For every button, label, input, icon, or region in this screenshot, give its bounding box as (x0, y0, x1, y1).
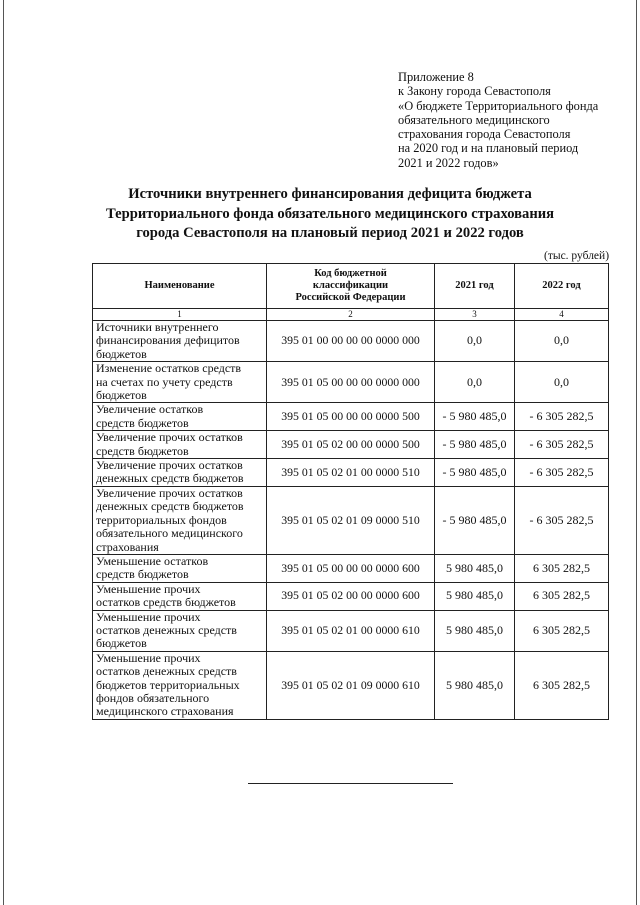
row-name-line: медицинского страхования (96, 704, 234, 719)
row-name-line: остатков средств бюджетов (96, 595, 236, 610)
row-code: 395 01 05 02 00 00 0000 600 (267, 582, 435, 610)
row-name (93, 431, 267, 459)
row-value-2021: - 5 980 485,0 (435, 403, 515, 431)
row-name-line: обязательного медицинского (96, 526, 243, 541)
row-value-2022: 0,0 (515, 362, 609, 403)
header-code-line: Код бюджетной (314, 268, 387, 279)
row-name-line: страхования (96, 539, 159, 554)
row-value-2022: - 6 305 282,5 (515, 486, 609, 554)
row-name (93, 321, 267, 362)
row-value-2021: 5 980 485,0 (435, 651, 515, 719)
document-title (70, 185, 590, 244)
row-name (93, 610, 267, 651)
row-code: 395 01 05 02 01 09 0000 510 (267, 486, 435, 554)
row-value-2021: 5 980 485,0 (435, 582, 515, 610)
row-name-line: Уменьшение прочих (96, 650, 201, 665)
row-code: 395 01 05 02 01 00 0000 510 (267, 459, 435, 487)
appendix-line: Приложение 8 (398, 70, 474, 84)
row-name-line: бюджетов (96, 636, 147, 651)
row-value-2021: 5 980 485,0 (435, 554, 515, 582)
header-2021: 2021 год (435, 264, 515, 309)
header-code (267, 264, 435, 309)
row-value-2022: 6 305 282,5 (515, 554, 609, 582)
row-name-line: Уменьшение прочих (96, 609, 201, 624)
row-value-2021: - 5 980 485,0 (435, 486, 515, 554)
row-code: 395 01 05 00 00 00 0000 500 (267, 403, 435, 431)
row-name-line: остатков денежных средств (96, 664, 237, 679)
column-number-row (93, 309, 609, 321)
table-header-row (93, 264, 609, 309)
row-name (93, 459, 267, 487)
scan-edge-right (636, 0, 637, 905)
table-row (93, 610, 609, 651)
header-code-line: классификации (312, 280, 389, 291)
row-name-line: Увеличение прочих остатков (96, 430, 243, 445)
table-row (93, 486, 609, 554)
table-row (93, 321, 609, 362)
row-name (93, 651, 267, 719)
row-name-line: бюджетов (96, 388, 147, 403)
row-code: 395 01 05 02 01 00 0000 610 (267, 610, 435, 651)
header-2022: 2022 год (515, 264, 609, 309)
column-number: 2 (267, 309, 435, 321)
row-name (93, 362, 267, 403)
row-name (93, 403, 267, 431)
appendix-line: к Закону города Севастополя (398, 84, 551, 99)
row-name-line: денежных средств бюджетов (96, 499, 244, 514)
row-name-line: фондов обязательного (96, 690, 210, 705)
appendix-line: «О бюджете Территориального фонда (398, 98, 599, 113)
row-name-line: средств бюджетов (96, 443, 189, 458)
row-value-2022: - 6 305 282,5 (515, 459, 609, 487)
row-name (93, 582, 267, 610)
row-value-2022: - 6 305 282,5 (515, 431, 609, 459)
column-number: 4 (515, 309, 609, 321)
row-name-line: денежных средств бюджетов (96, 471, 244, 486)
row-value-2022: - 6 305 282,5 (515, 403, 609, 431)
row-name-line: Уменьшение остатков (96, 553, 209, 568)
row-code: 395 01 05 00 00 00 0000 000 (267, 362, 435, 403)
row-code: 395 01 05 00 00 00 0000 600 (267, 554, 435, 582)
row-name (93, 486, 267, 554)
row-name-line: Источники внутреннего (96, 320, 219, 334)
closing-rule (248, 783, 453, 784)
row-name-line: Увеличение остатков (96, 402, 204, 417)
appendix-note (398, 70, 598, 170)
table-row (93, 403, 609, 431)
row-value-2022: 6 305 282,5 (515, 610, 609, 651)
table-body (93, 321, 609, 720)
row-value-2021: 0,0 (435, 362, 515, 403)
row-name (93, 554, 267, 582)
header-name: Наименование (93, 264, 267, 309)
title-line: города Севастополя на плановый период 2021 и 2022 годов (136, 225, 524, 241)
row-code: 395 01 00 00 00 00 0000 000 (267, 321, 435, 362)
row-name-line: бюджетов территориальных (96, 677, 240, 692)
row-name-line: Увеличение прочих остатков (96, 485, 243, 500)
row-name-line: бюджетов (96, 346, 147, 361)
row-value-2021: - 5 980 485,0 (435, 459, 515, 487)
table-row (93, 651, 609, 719)
header-code-line: Российской Федерации (295, 292, 406, 303)
scan-edge-left (3, 0, 4, 905)
appendix-line: на 2020 год и на плановый период (398, 141, 579, 156)
row-name-line: территориальных фондов (96, 512, 227, 527)
row-name-line: на счетах по учету средств (96, 374, 233, 389)
row-name-line: финансирования дефицитов (96, 333, 240, 348)
row-name-line: Уменьшение прочих (96, 581, 201, 596)
row-name-line: остатков денежных средств (96, 622, 237, 637)
row-value-2022: 0,0 (515, 321, 609, 362)
budget-sources-table (92, 263, 609, 720)
title-line: Территориального фонда обязательного медицинского страхования (105, 205, 555, 222)
row-value-2021: 0,0 (435, 321, 515, 362)
row-name-line: Увеличение прочих остатков (96, 458, 243, 473)
row-value-2022: 6 305 282,5 (515, 651, 609, 719)
row-name-line: Изменение остатков средств (96, 361, 242, 376)
row-value-2021: 5 980 485,0 (435, 610, 515, 651)
row-name-line: средств бюджетов (96, 567, 189, 582)
row-code: 395 01 05 02 01 09 0000 610 (267, 651, 435, 719)
column-number: 1 (93, 309, 267, 321)
appendix-line: обязательного медицинского (398, 112, 550, 127)
column-number: 3 (435, 309, 515, 321)
table-row (93, 554, 609, 582)
appendix-line: 2021 и 2022 годов» (398, 155, 499, 170)
table-row (93, 362, 609, 403)
table-row (93, 431, 609, 459)
row-code: 395 01 05 02 00 00 0000 500 (267, 431, 435, 459)
row-value-2021: - 5 980 485,0 (435, 431, 515, 459)
row-name-line: средств бюджетов (96, 415, 189, 430)
table-row (93, 582, 609, 610)
appendix-line: страхования города Севастополя (398, 127, 571, 142)
table-row (93, 459, 609, 487)
title-line: Источники внутреннего финансирования дефицита бюджета (128, 186, 532, 202)
row-value-2022: 6 305 282,5 (515, 582, 609, 610)
units-label: (тыс. рублей) (544, 250, 610, 262)
